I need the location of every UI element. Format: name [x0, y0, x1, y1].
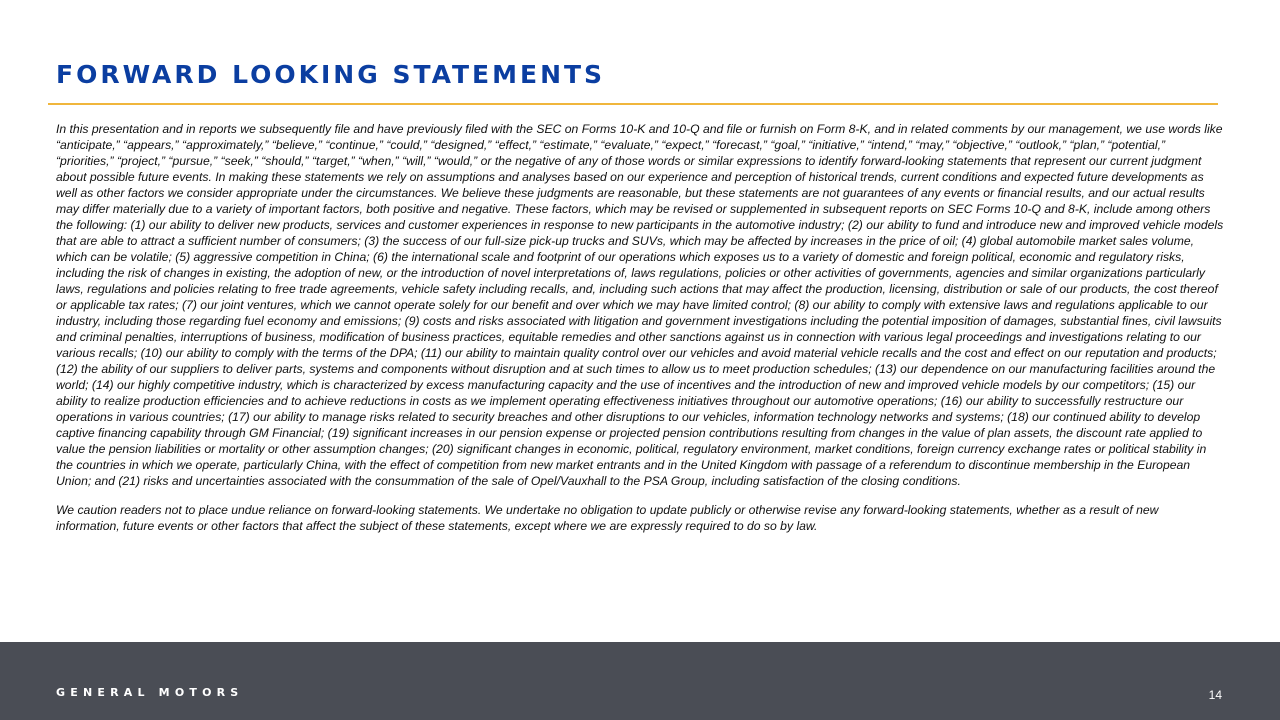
- gm-logo-wordmark: GENERAL MOTORS: [56, 686, 244, 699]
- slide-title: FORWARD LOOKING STATEMENTS: [56, 60, 606, 89]
- disclaimer-body: [56, 121, 1224, 547]
- title-divider: [48, 103, 1218, 105]
- caution-paragraph: We caution readers not to place undue reliance on forward-looking statements. We undertake no obligation to update publicly or otherwise revise any forward-looking statements, whether as a result of new information, future events or other factors that affect the subject of these statements, except where we are expressly required to do so by law.: [56, 503, 1159, 533]
- disclaimer-paragraph: In this presentation and in reports we subsequently file and have previously filed with the SEC on Forms 10-K and 10-Q and file or furnish on Form 8-K, and in related comments by our management, we use words like “anticipate,” “appears,” “approximately,” “believe,” “continue,” “could,” “designed,” “effect,” “estimate,” “evaluate,” “expect,” “forecast,” “goal,” “initiative,” “intend,” “may,” “objective,” “outlook,” “plan,” “potential,” “priorities,” “project,” “pursue,” “seek,” “should,” “target,” “when,” “will,” “would,” or the negative of any of those words or similar expressions to identify forward-looking statements that represent our current judgment about possible future events. In making these statements we rely on assumptions and analyses based on our experience and perception of historical trends, current conditions and expected future developments as well as other factors we consider appropriate under the circumstances. We believe these judgments are reasonable, but these statements are not guarantees of any events or financial results, and our actual results may differ materially due to a variety of important factors, both positive and negative. These factors, which may be revised or supplemented in subsequent reports on SEC Forms 10-Q and 8-K, include among others the following: (1) our ability to deliver new products, services and customer experiences in response to new participants in the automotive industry; (2) our ability to fund and introduce new and improved vehicle models that are able to attract a sufficient number of consumers; (3) the success of our full-size pick-up trucks and SUVs, which may be affected by increases in the price of oil; (4) global automobile market sales volume, which can be volatile; (5) aggressive competition in China; (6) the international scale and footprint of our operations which exposes us to a variety of domestic and foreign political, economic and regulatory risks, including the risk of changes in existing, the adoption of new, or the introduction of novel interpretations of, laws regulations, policies or other activities of governments, agencies and similar organizations particularly laws, regulations and policies relating to free trade agreements, vehicle safety including recalls, and, including such actions that may affect the production, licensing, distribution or sale of our products, the cost thereof or applicable tax rates; (7) our joint ventures, which we cannot operate solely for our benefit and over which we may have limited control; (8) our ability to comply with extensive laws and regulations applicable to our industry, including those regarding fuel economy and emissions; (9) costs and risks associated with litigation and government investigations including the potential imposition of damages, substantial fines, civil lawsuits and criminal penalties, interruptions of business, modification of business practices, equitable remedies and other sanctions against us in connection with various legal proceedings and investigations relating to our various recalls; (10) our ability to comply with the terms of the DPA; (11) our ability to maintain quality control over our vehicles and avoid material vehicle recalls and the cost and effect on our reputation and products; (12) the ability of our suppliers to deliver parts, systems and components without disruption and at such times to allow us to meet production schedules; (13) our dependence on our manufacturing facilities around the world; (14) our highly competitive industry, which is characterized by excess manufacturing capacity and the use of incentives and the introduction of new and improved vehicle models by our competitors; (15) our ability to realize production efficiencies and to achieve reductions in costs as we implement operating effectiveness initiatives throughout our automotive operations; (16) our ability to successfully restructure our operations in various countries; (17) our ability to manage risks related to security breaches and other disruptions to our vehicles, information technology networks and systems; (18) our continued ability to develop captive financing capability through GM Financial; (19) significant increases in our pension expense or projected pension contributions resulting from changes in the value of plan assets, the discount rate applied to value the pension liabilities or mortality or other assumption changes; (20) significant changes in economic, political, regulatory environment, market conditions, foreign currency exchange rates or political stability in the countries in which we operate, particularly China, with the effect of competition from new market entrants and in the United Kingdom with passage of a referendum to discontinue membership in the European Union; and (21) risks and uncertainties associated with the consummation of the sale of Opel/Vauxhall to the PSA Group, including satisfaction of the closing conditions.: [56, 122, 1224, 488]
- page-number: 14: [1208, 688, 1222, 702]
- footer-bar: [0, 642, 1280, 720]
